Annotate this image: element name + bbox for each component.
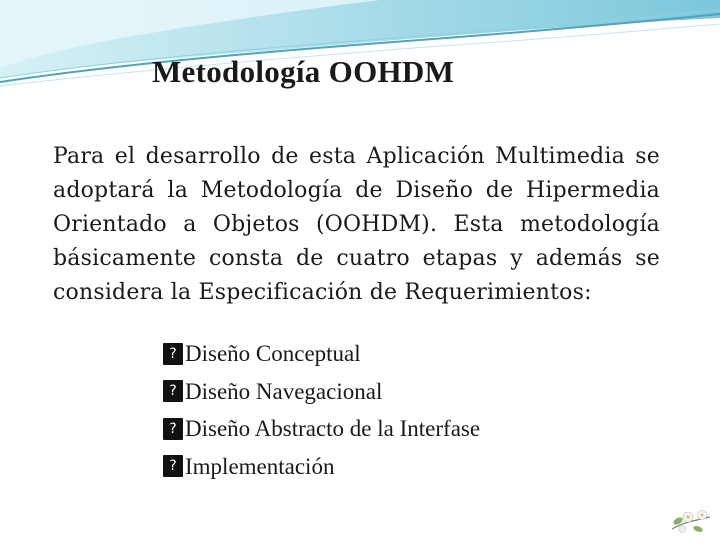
list-item	[163, 410, 480, 448]
stages-list	[163, 335, 480, 485]
list-item-label: Implementación	[185, 453, 335, 479]
list-item	[163, 335, 480, 373]
flower-decoration-icon	[668, 503, 714, 537]
intro-paragraph: Para el desarrollo de esta Aplicación Multimedia se adoptará la Metodología de Diseño de Hipermedia Orientado a Objetos (OOHDM). Esta metodología básicamente consta de cuatro etapas y además se considera la Especificación de Requerimientos:	[53, 144, 660, 305]
list-item	[163, 373, 480, 411]
bullet-placeholder-icon: ?	[163, 343, 183, 365]
bullet-placeholder-icon: ?	[163, 418, 183, 440]
list-item	[163, 448, 480, 486]
list-item-label: Diseño Conceptual	[185, 341, 361, 366]
list-item-label: Diseño Navegacional	[185, 378, 383, 404]
slide-title: Metodología OOHDM	[152, 54, 455, 89]
list-item-label: Diseño Abstracto de la Interfase	[185, 416, 481, 441]
bullet-placeholder-icon: ?	[163, 455, 183, 477]
bullet-placeholder-icon: ?	[163, 380, 183, 402]
